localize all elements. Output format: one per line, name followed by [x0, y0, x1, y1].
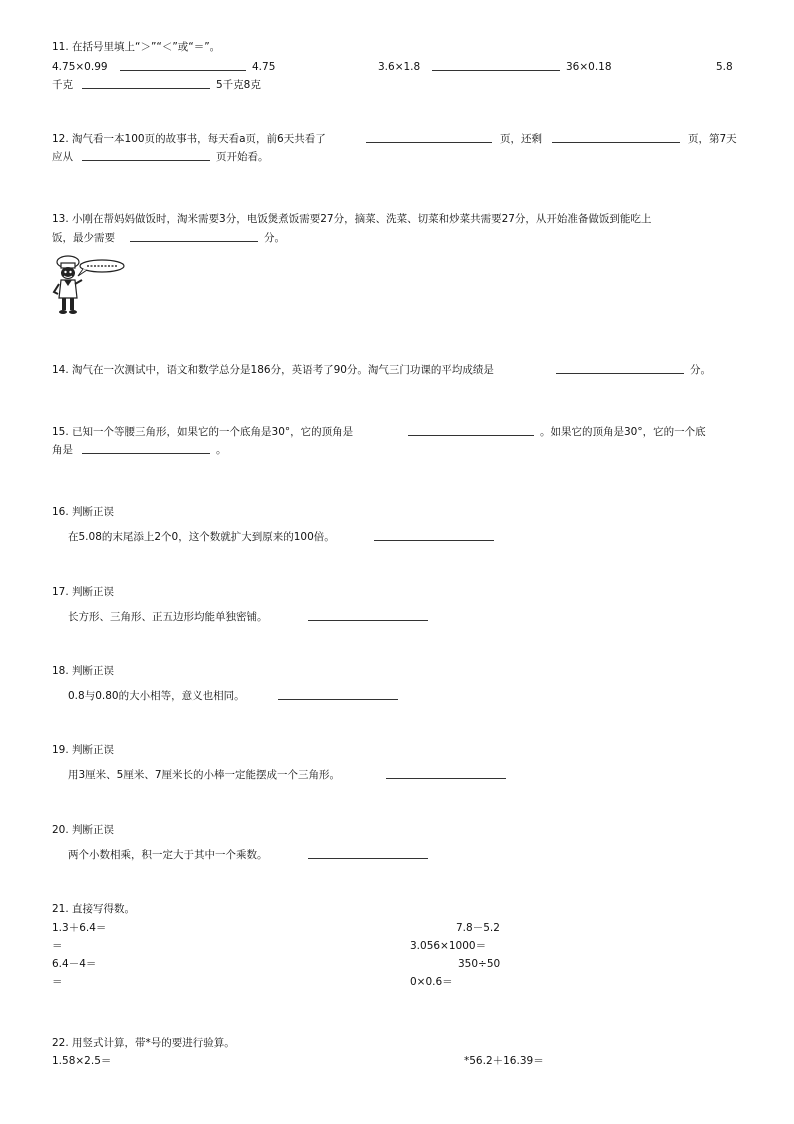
q18-blank[interactable] [278, 689, 398, 700]
q13-line2-b: 分。 [264, 232, 285, 244]
q21-r2-right: 3.056×1000＝ [410, 940, 487, 952]
q12-line2-b: 页开始看。 [216, 151, 269, 163]
q11-b-right: 36×0.18 [566, 61, 612, 73]
q11-c-right: 5千克8克 [216, 79, 261, 91]
q22-right: *56.2＋16.39＝ [464, 1055, 544, 1067]
q16-text: 在5.08的末尾添上2个0，这个数就扩大到原来的100倍。 [68, 531, 335, 543]
q11-b-blank[interactable] [432, 60, 560, 71]
q21-r3-left: 6.4－4＝ [52, 958, 97, 970]
q20-text: 两个小数相乘，积一定大于其中一个乘数。 [68, 849, 268, 861]
q22-title: 22. 用竖式计算，带*号的要进行验算。 [52, 1037, 235, 1049]
q13-line1: 13. 小刚在帮妈妈做饭时，淘米需要3分，电饭煲煮饭需要27分，摘菜、洗菜、切菜和炒菜共需要27分，从开始准备做饭到能吃上 [52, 213, 652, 225]
q21-title: 21. 直接写得数。 [52, 903, 136, 915]
q15-blank-1[interactable] [408, 425, 534, 436]
q12-line1-c: 页，第7天 [688, 133, 737, 145]
q12-blank-3[interactable] [82, 150, 210, 161]
chef-cartoon-image [52, 254, 128, 316]
q19-text: 用3厘米、5厘米、7厘米长的小棒一定能摆成一个三角形。 [68, 769, 341, 781]
q20-blank[interactable] [308, 848, 428, 859]
q18-title: 18. 判断正误 [52, 665, 115, 677]
q11-c-blank[interactable] [82, 78, 210, 89]
q19-blank[interactable] [386, 768, 506, 779]
q15-line1-b: 。如果它的顶角是30°，它的一个底 [540, 426, 706, 438]
q11-b-left: 3.6×1.8 [378, 61, 421, 73]
q15-blank-2[interactable] [82, 443, 210, 454]
q19-title: 19. 判断正误 [52, 744, 115, 756]
q14-text-b: 分。 [690, 364, 711, 376]
q21-r2-left: ＝ [52, 940, 63, 952]
q11-a-right: 4.75 [252, 61, 276, 73]
q11-c-left-1: 5.8 [716, 61, 733, 73]
q15-line2-a: 角是 [52, 444, 73, 456]
q11-a-blank[interactable] [120, 60, 246, 71]
q12-blank-1[interactable] [366, 132, 492, 143]
q21-r1-right: 7.8－5.2 [456, 922, 500, 934]
q12-line1-a: 12. 淘气看一本100页的故事书，每天看a页，前6天共看了 [52, 133, 326, 145]
q13-blank[interactable] [130, 231, 258, 242]
q15-line1-a: 15. 已知一个等腰三角形，如果它的一个底角是30°，它的顶角是 [52, 426, 354, 438]
q22-left: 1.58×2.5＝ [52, 1055, 112, 1067]
q14-blank[interactable] [556, 363, 684, 374]
q12-line2-a: 应从 [52, 151, 73, 163]
q15-line2-b: 。 [216, 444, 227, 456]
q11-c-left-2: 千克 [52, 79, 73, 91]
q20-title: 20. 判断正误 [52, 824, 115, 836]
q17-text: 长方形、三角形、正五边形均能单独密铺。 [68, 611, 268, 623]
q11-a-left: 4.75×0.99 [52, 61, 108, 73]
q21-r4-left: ＝ [52, 976, 63, 988]
q17-blank[interactable] [308, 610, 428, 621]
q21-r1-left: 1.3＋6.4＝ [52, 922, 107, 934]
q18-text: 0.8与0.80的大小相等，意义也相同。 [68, 690, 245, 702]
q12-blank-2[interactable] [552, 132, 680, 143]
q17-title: 17. 判断正误 [52, 586, 115, 598]
q12-line1-b: 页，还剩 [500, 133, 542, 145]
q14-text-a: 14. 淘气在一次测试中，语文和数学总分是186分，英语考了90分。淘气三门功课的平均成绩是 [52, 364, 494, 376]
q11-title: 11. 在括号里填上“＞”“＜”或“＝”。 [52, 41, 221, 53]
q16-blank[interactable] [374, 530, 494, 541]
q13-line2-a: 饭，最少需要 [52, 232, 115, 244]
q21-r4-right: 0×0.6＝ [410, 976, 453, 988]
q16-title: 16. 判断正误 [52, 506, 115, 518]
q21-r3-right: 350÷50 [458, 958, 501, 970]
